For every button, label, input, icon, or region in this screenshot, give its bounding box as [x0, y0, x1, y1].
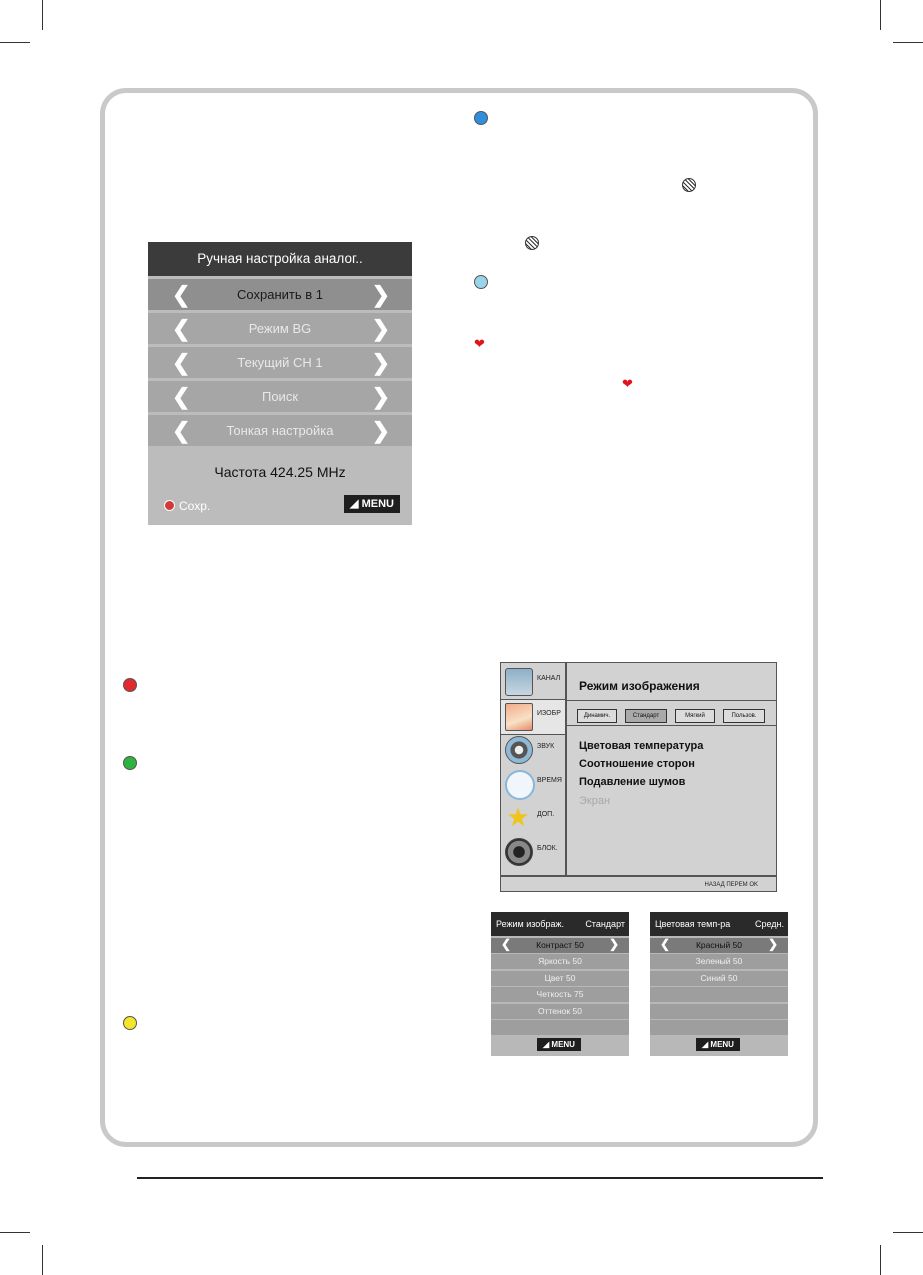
row-green[interactable]: Зеленый 50 — [650, 954, 788, 969]
crop-mark — [893, 1232, 923, 1233]
sidebar-item-sound[interactable]: ЗВУК — [501, 733, 565, 767]
row-brightness[interactable]: Яркость 50 — [491, 954, 629, 969]
lock-icon — [505, 838, 533, 866]
sidebar-item-channel[interactable]: КАНАЛ — [501, 665, 565, 699]
chevron-left-icon[interactable]: ❮ — [172, 384, 191, 409]
row-empty — [650, 987, 788, 1002]
blue-button-icon — [474, 111, 488, 125]
red-button-icon — [123, 678, 137, 692]
picture-mode-submenu — [491, 912, 629, 1056]
chevron-right-icon[interactable]: ❯ — [371, 316, 390, 341]
sidebar-item-lock[interactable]: БЛОК. — [501, 835, 565, 869]
menu-footer-hints: НАЗАД ПЕРЕМ OK — [501, 875, 776, 892]
chevron-left-icon[interactable]: ❮ — [660, 936, 671, 951]
crop-mark — [880, 1245, 881, 1275]
picture-icon — [505, 703, 533, 731]
menu-row-search[interactable]: ❮ Поиск ❯ — [148, 381, 412, 412]
menu-button[interactable]: ◢ MENU — [696, 1038, 740, 1051]
speaker-icon — [505, 736, 533, 764]
picture-menu — [500, 662, 777, 892]
option-aspect-ratio[interactable]: Соотношение сторон — [579, 758, 695, 770]
menu-title: Ручная настройка аналог.. — [148, 242, 412, 276]
yellow-button-icon — [123, 1016, 137, 1030]
manual-tuning-menu — [148, 242, 412, 525]
crop-mark — [880, 0, 881, 30]
divider — [567, 700, 777, 701]
row-color[interactable]: Цвет 50 — [491, 971, 629, 986]
row-contrast[interactable]: ❮ Контраст 50 ❯ — [491, 938, 629, 953]
clock-icon — [505, 770, 535, 800]
menu-row-store[interactable]: ❮ Сохранить в 1 ❯ — [148, 279, 412, 310]
chevron-right-icon[interactable]: ❯ — [767, 936, 778, 951]
row-empty — [491, 1020, 629, 1035]
row-empty — [650, 1004, 788, 1019]
menu-title: Режим изображения — [579, 679, 700, 693]
disc-button-icon — [525, 236, 539, 250]
chevron-left-icon[interactable]: ❮ — [172, 282, 191, 307]
tab-dynamic[interactable]: Динамич. — [577, 709, 617, 723]
chevron-right-icon[interactable]: ❯ — [371, 384, 390, 409]
chevron-left-icon[interactable]: ❮ — [172, 350, 191, 375]
green-button-icon — [123, 756, 137, 770]
tab-standard[interactable]: Стандарт — [625, 709, 667, 723]
menu-row-system[interactable]: ❮ Режим BG ❯ — [148, 313, 412, 344]
frequency-readout: Частота 424.25 MHz — [214, 464, 346, 480]
disc-button-icon — [682, 178, 696, 192]
sidebar-item-setup[interactable]: ★ ДОП. — [506, 802, 555, 832]
chevron-left-icon[interactable]: ❮ — [501, 936, 512, 951]
row-sharpness[interactable]: Четкость 75 — [491, 987, 629, 1002]
menu-row-fine-tune[interactable]: ❮ Тонкая настройка ❯ — [148, 415, 412, 446]
submenu-header: Режим изображ. Стандарт — [491, 912, 629, 936]
crop-mark — [0, 42, 30, 43]
sidebar-item-picture[interactable]: ИЗОБР — [501, 699, 565, 735]
row-red[interactable]: ❮ Красный 50 ❯ — [650, 938, 788, 953]
tv-icon — [505, 668, 533, 696]
heart-icon: ❤ — [474, 336, 485, 351]
chevron-right-icon[interactable]: ❯ — [608, 936, 619, 951]
tab-soft[interactable]: Мягкий — [675, 709, 715, 723]
chevron-right-icon[interactable]: ❯ — [371, 350, 390, 375]
menu-row-channel[interactable]: ❮ Текущий CH 1 ❯ — [148, 347, 412, 378]
star-icon: ★ — [506, 802, 530, 832]
submenu-header: Цветовая темп-ра Средн. — [650, 912, 788, 936]
tab-user[interactable]: Пользов. — [723, 709, 765, 723]
chevron-right-icon[interactable]: ❯ — [371, 418, 390, 443]
heart-icon: ❤ — [622, 376, 633, 391]
footer-rule — [137, 1177, 823, 1179]
red-dot-icon — [164, 500, 175, 511]
option-color-temperature[interactable]: Цветовая температура — [579, 740, 704, 752]
color-temp-submenu — [650, 912, 788, 1056]
save-hint[interactable]: Сохр. — [164, 499, 210, 513]
row-blue[interactable]: Синий 50 — [650, 971, 788, 986]
crop-mark — [42, 0, 43, 30]
chevron-left-icon[interactable]: ❮ — [172, 418, 191, 443]
row-tint[interactable]: Оттенок 50 — [491, 1004, 629, 1019]
crop-mark — [893, 42, 923, 43]
divider — [567, 725, 777, 726]
menu-button[interactable]: ◢ MENU — [344, 495, 400, 513]
crop-mark — [42, 1245, 43, 1275]
chevron-right-icon[interactable]: ❯ — [371, 282, 390, 307]
chevron-left-icon[interactable]: ❮ — [172, 316, 191, 341]
menu-button[interactable]: ◢ MENU — [537, 1038, 581, 1051]
menu-sidebar — [501, 663, 567, 875]
row-empty — [650, 1020, 788, 1035]
sidebar-item-time[interactable]: ВРЕМЯ — [501, 767, 565, 801]
option-screen: Экран — [579, 795, 611, 807]
crop-mark — [0, 1232, 30, 1233]
option-noise-reduction[interactable]: Подавление шумов — [579, 776, 686, 788]
light-blue-button-icon — [474, 275, 488, 289]
